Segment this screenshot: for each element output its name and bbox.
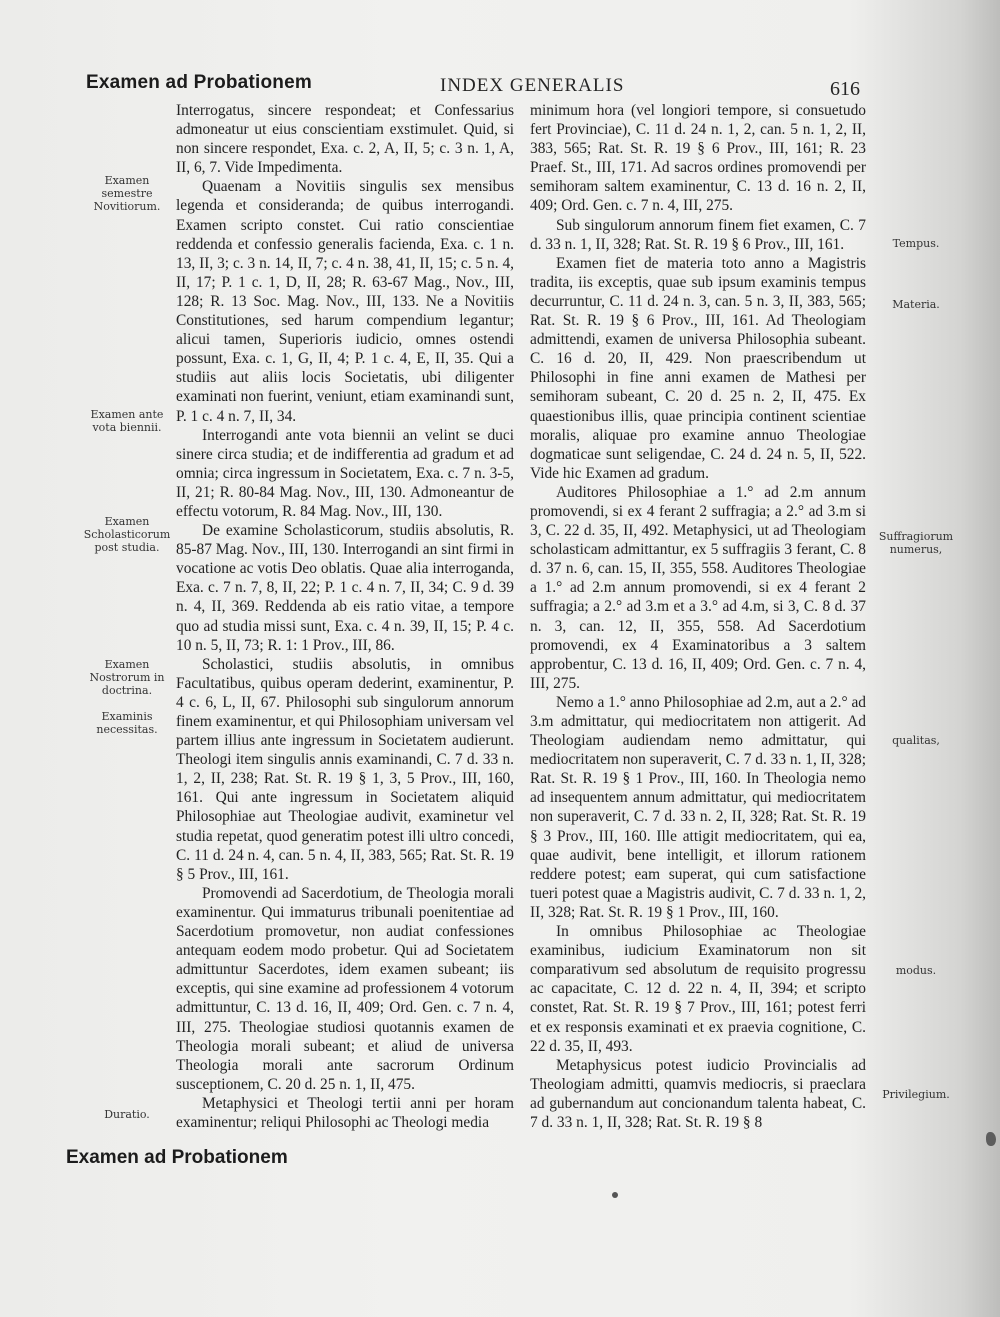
- page-number: 616: [830, 78, 860, 100]
- left-text-column: [176, 101, 514, 1132]
- paragraph: Metaphysicus potest iudicio Provincialis ad Theologiam admitti, quamvis mediocris, si praeclara ad gubernandum aut concionandum talenta habeat, C. 7 d. 33 n. 1, II, 328; Rat. St. R. 19 § 8: [530, 1056, 866, 1131]
- sidenote-examinis-necessitas: Examinis necessitas.: [96, 710, 158, 736]
- sidenote-examen-ante-vota: Examen ante vota biennii.: [90, 408, 164, 434]
- sidenote-duratio: Duratio.: [104, 1108, 150, 1121]
- sidenote-examen-semestre: Examen semestre Novitiorum.: [93, 174, 161, 213]
- sidenote-materia: Materia.: [892, 298, 940, 311]
- paragraph: Scholastici, studiis absolutis, in omnibus Facultatibus, quibus operam dederint, examinentur, P. 4 c. 6, L, II, 67. Philosophi sub singulorum annorum finem examinentur, et qui Philosophiam universam vel partem illius ante ingressum in Societatem audierunt. Theologi item singulis annis examinandi, C. 7 d. 33 n. 1, 2, II, 238; Rat. St. R. 19 § 1, 3, 5 Prov., III, 160, 161. Qui ante ingressum in Societatem aliquid Philosophiae aut Theologiae audivit, examinetur vel studia repetat, quod generatim potest illi ultro concedi, C. 11 d. 24 n. 4, can. 5 n. 4, II, 383, 565; Rat. St. R. 19 § 5 Prov., III, 161.: [176, 655, 514, 883]
- paragraph: Quaenam a Novitiis singulis sex mensibus legenda et consideranda; de quibus interrogandi. Examen scripto constet. Cui ratio conscientiae reddenda et confessio generalis facienda, Exa. c. 1 n. 13, II, 3; c. 3 n. 14, II, 7; c. 4 n. 38, 41, II, 15; c. 5 n. 4, II, 17; P. 1 c. 1, D, II, 28; R. 63-67 Mag., Nov., III, 128; R. 13 Soc. Mag. Nov., III, 133. Ne a Novitiis Constitutiones, sed harum compendium legantur; alicui tamen, Superioris iudicio, omnes ostendi possunt, Exa. c. 1, G, II, 4; P. 1 c. 4, E, II, 35. Qui a studiis aut aliis locis Societatis, ubi diligenter examinati non fuerint, veniunt, etiam examinandi sunt, P. 1 c. 4 n. 7, II, 34.: [176, 178, 514, 425]
- paragraph: Sub singulorum annorum finem fiet examen, C. 7 d. 33 n. 1, II, 328; Rat. St. R. 19 § 6 Prov., III, 161.: [530, 216, 866, 253]
- sidenote-modus: modus.: [895, 964, 937, 977]
- paragraph: Interrogandi ante vota biennii an velint se duci sinere circa studia; et de indifferentia ad gradum et ad omnia; circa ingressum in Societatem, Exa. c. 7 n. 3-5, II, 21; R. 80-84 Mag. Nov., III, 130. Admoneantur de effectu votorum, R. 84 Mag. Nov., III, 130.: [176, 426, 514, 520]
- paragraph: Metaphysici et Theologi tertii anni per horam examinentur; reliqui Philosophi ac Theologi media: [176, 1094, 514, 1131]
- paragraph: Auditores Philosophiae a 1.° ad 2.m annum promovendi, si ex 4 ferant 2 suffragia; a 2.° ad 3.m si 3, C. 22 d. 35, II, 492. Metaphysici, ut ad Theologiam scholasticam admittantur, ex 5 suffragiis 3 ferant, C. 8 d. 37 n. 6, can. 15, II, 355, 558. Auditores Theologiae a 1.° ad 2.m annum promovendi, si ex 4 ferant 2 suffragia; a 2.° ad 3.m et a 3.° ad 4.m, si 3, C. 8 d. 37 n. 3, can. 12, II, 355, 558. Ad Sacerdotium promovendi, ex 4 Examinatoribus a 3 saltem approbentur, C. 13 d. 16, II, 409; Ord. Gen. c. 7 n. 4, III, 275.: [530, 483, 866, 692]
- paragraph: Examen fiet de materia toto anno a Magistris tradita, iis exceptis, quae sub ipsum examinis tempus decurruntur, C. 11 d. 24 n. 3, can. 5 n. 3, II, 383, 565; Rat. St. R. 19 § 6 Prov., III, 161. Ad Theologiam admittendi, examen de universa Philosophia subeant. C. 16 d. 20, II, 429. Non praescribendum ut Philosophi in fine anni examen de Mathesi per semihoram subeant, C. 20 d. 25 n. 2, II, 475. Ex quaestionibus illis, quae principia continent scientiae moralis, aliquae pro examine annuo Theologiae dogmaticae sunt seligendae, C. 24 d. 24 n. 5, II, 522. Vide hic Examen ad gradum.: [530, 254, 866, 482]
- running-head-center: INDEX GENERALIS: [440, 75, 625, 96]
- sidenote-privilegium: Privilegium.: [882, 1088, 950, 1101]
- ink-dot: [612, 1192, 618, 1198]
- sidenote-qualitas: qualitas,: [892, 734, 940, 747]
- running-foot: Examen ad Probationem: [66, 1147, 288, 1168]
- sidenote-examen-nostrorum: Examen Nostrorum in doctrina.: [89, 658, 165, 697]
- right-text-column: [530, 101, 866, 1132]
- sidenote-tempus: Tempus.: [892, 237, 940, 250]
- sidenote-examen-scholasticorum: Examen Scholasticorum post studia.: [83, 515, 171, 554]
- edge-smudge: [986, 1132, 996, 1146]
- paragraph: Nemo a 1.° anno Philosophiae ad 2.m, aut a 2.° ad 3.m admittatur, qui mediocritatem non attigerit. Ad Theologiam audiendam nemo admittatur, qui mediocritatem non superaverit, C. 7 d. 33 n. 1, II, 328; Rat. St. R. 19 § 1 Prov., III, 160. In Theologia nemo ad insequentem annum admittatur, qui mediocritatem non superaverit, C. 7 d. 33 n. 2, II, 328; Rat. St. R. 19 § 3 Prov., III, 160. Ille attigit mediocritatem, qui ea, quae audivit, bene intelligit, et illorum rationem reddere potest; eam superat, qui cum satisfactione tueri potest quae a Magistris audivit, C. 7 d. 33 n. 1, 2, II, 328; Rat. St. R. 19 § 1 Prov., III, 160.: [530, 693, 866, 921]
- paragraph: Promovendi ad Sacerdotium, de Theologia morali examinentur. Qui immaturus tribunali poenitentiae ad Sacerdotium promovetur, non audiat confessiones antequam eodem modo probetur. Qui ad Societatem admittuntur Sacerdotes, idem examen subeant; iis exceptis, qui sine examine ad professionem 4 votorum admittuntur, C. 13 d. 16, II, 409; Ord. Gen. c. 7 n. 4, III, 275. Theologiae studiosi quotannis examen de Theologia morali subeant; et aliud de universa Theologia morali ante sacrorum Ordinum susceptionem, C. 20 d. 25 n. 1, II, 475.: [176, 884, 514, 1093]
- paragraph: Interrogatus, sincere respondeat; et Confessarius admoneatur ut eius conscientiam exstimulet. Quid, si non sincere respondet, Exa. c. 2, A, II, 5; c. 3 n. 1, A, II, 6, 7. Vide Impedimenta.: [176, 102, 514, 177]
- paragraph: minimum hora (vel longiori tempore, si consuetudo fert Provinciae), C. 11 d. 24 n. 1, 2, can. 5 n. 1, 2, II, 383, 565; Rat. St. R. 19 § 6 Prov., III, 161; R. 23 Praef. St., III, 171. Ad sacros ordines promovendi per semihoram saltem examinentur, C. 13 d. 16 n. 2, II, 409; Ord. Gen. c. 7 n. 4, III, 275.: [530, 102, 866, 215]
- paragraph: De examine Scholasticorum, studiis absolutis, R. 85-87 Mag. Nov., III, 130. Interrogandi an sint firmi in vocatione ac votis Deo oblatis. Quae alia interroganda, Exa. c. 7 n. 7, 8, II, 22; P. 1 c. 4 n. 7, II, 34; C. 9 d. 39 n. 4, II, 369. Reddenda ab eis ratio vitae, a tempore quo ad studia missi sunt, Exa. c. 4 n. 39, II, 15; P. 4 c. 10 n. 5, II, 73; R. 1: 1 Prov., III, 86.: [176, 522, 514, 654]
- paragraph: In omnibus Philosophiae ac Theologiae examinibus, iudicium Examinatorum non sit comparativum sed absolutum de requisito progressu ac capacitate, C. 12 d. 22 n. 4, II, 394; et scripto constet, Rat. St. R. 19 § 7 Prov., III, 161; potest ferri et ex responsis examinati et ex praevia cognitione, C. 22 d. 35, II, 493.: [530, 923, 866, 1055]
- sidenote-suffragiorum: Suffragiorum numerus,: [878, 530, 954, 556]
- running-head-left: Examen ad Probationem: [86, 72, 312, 93]
